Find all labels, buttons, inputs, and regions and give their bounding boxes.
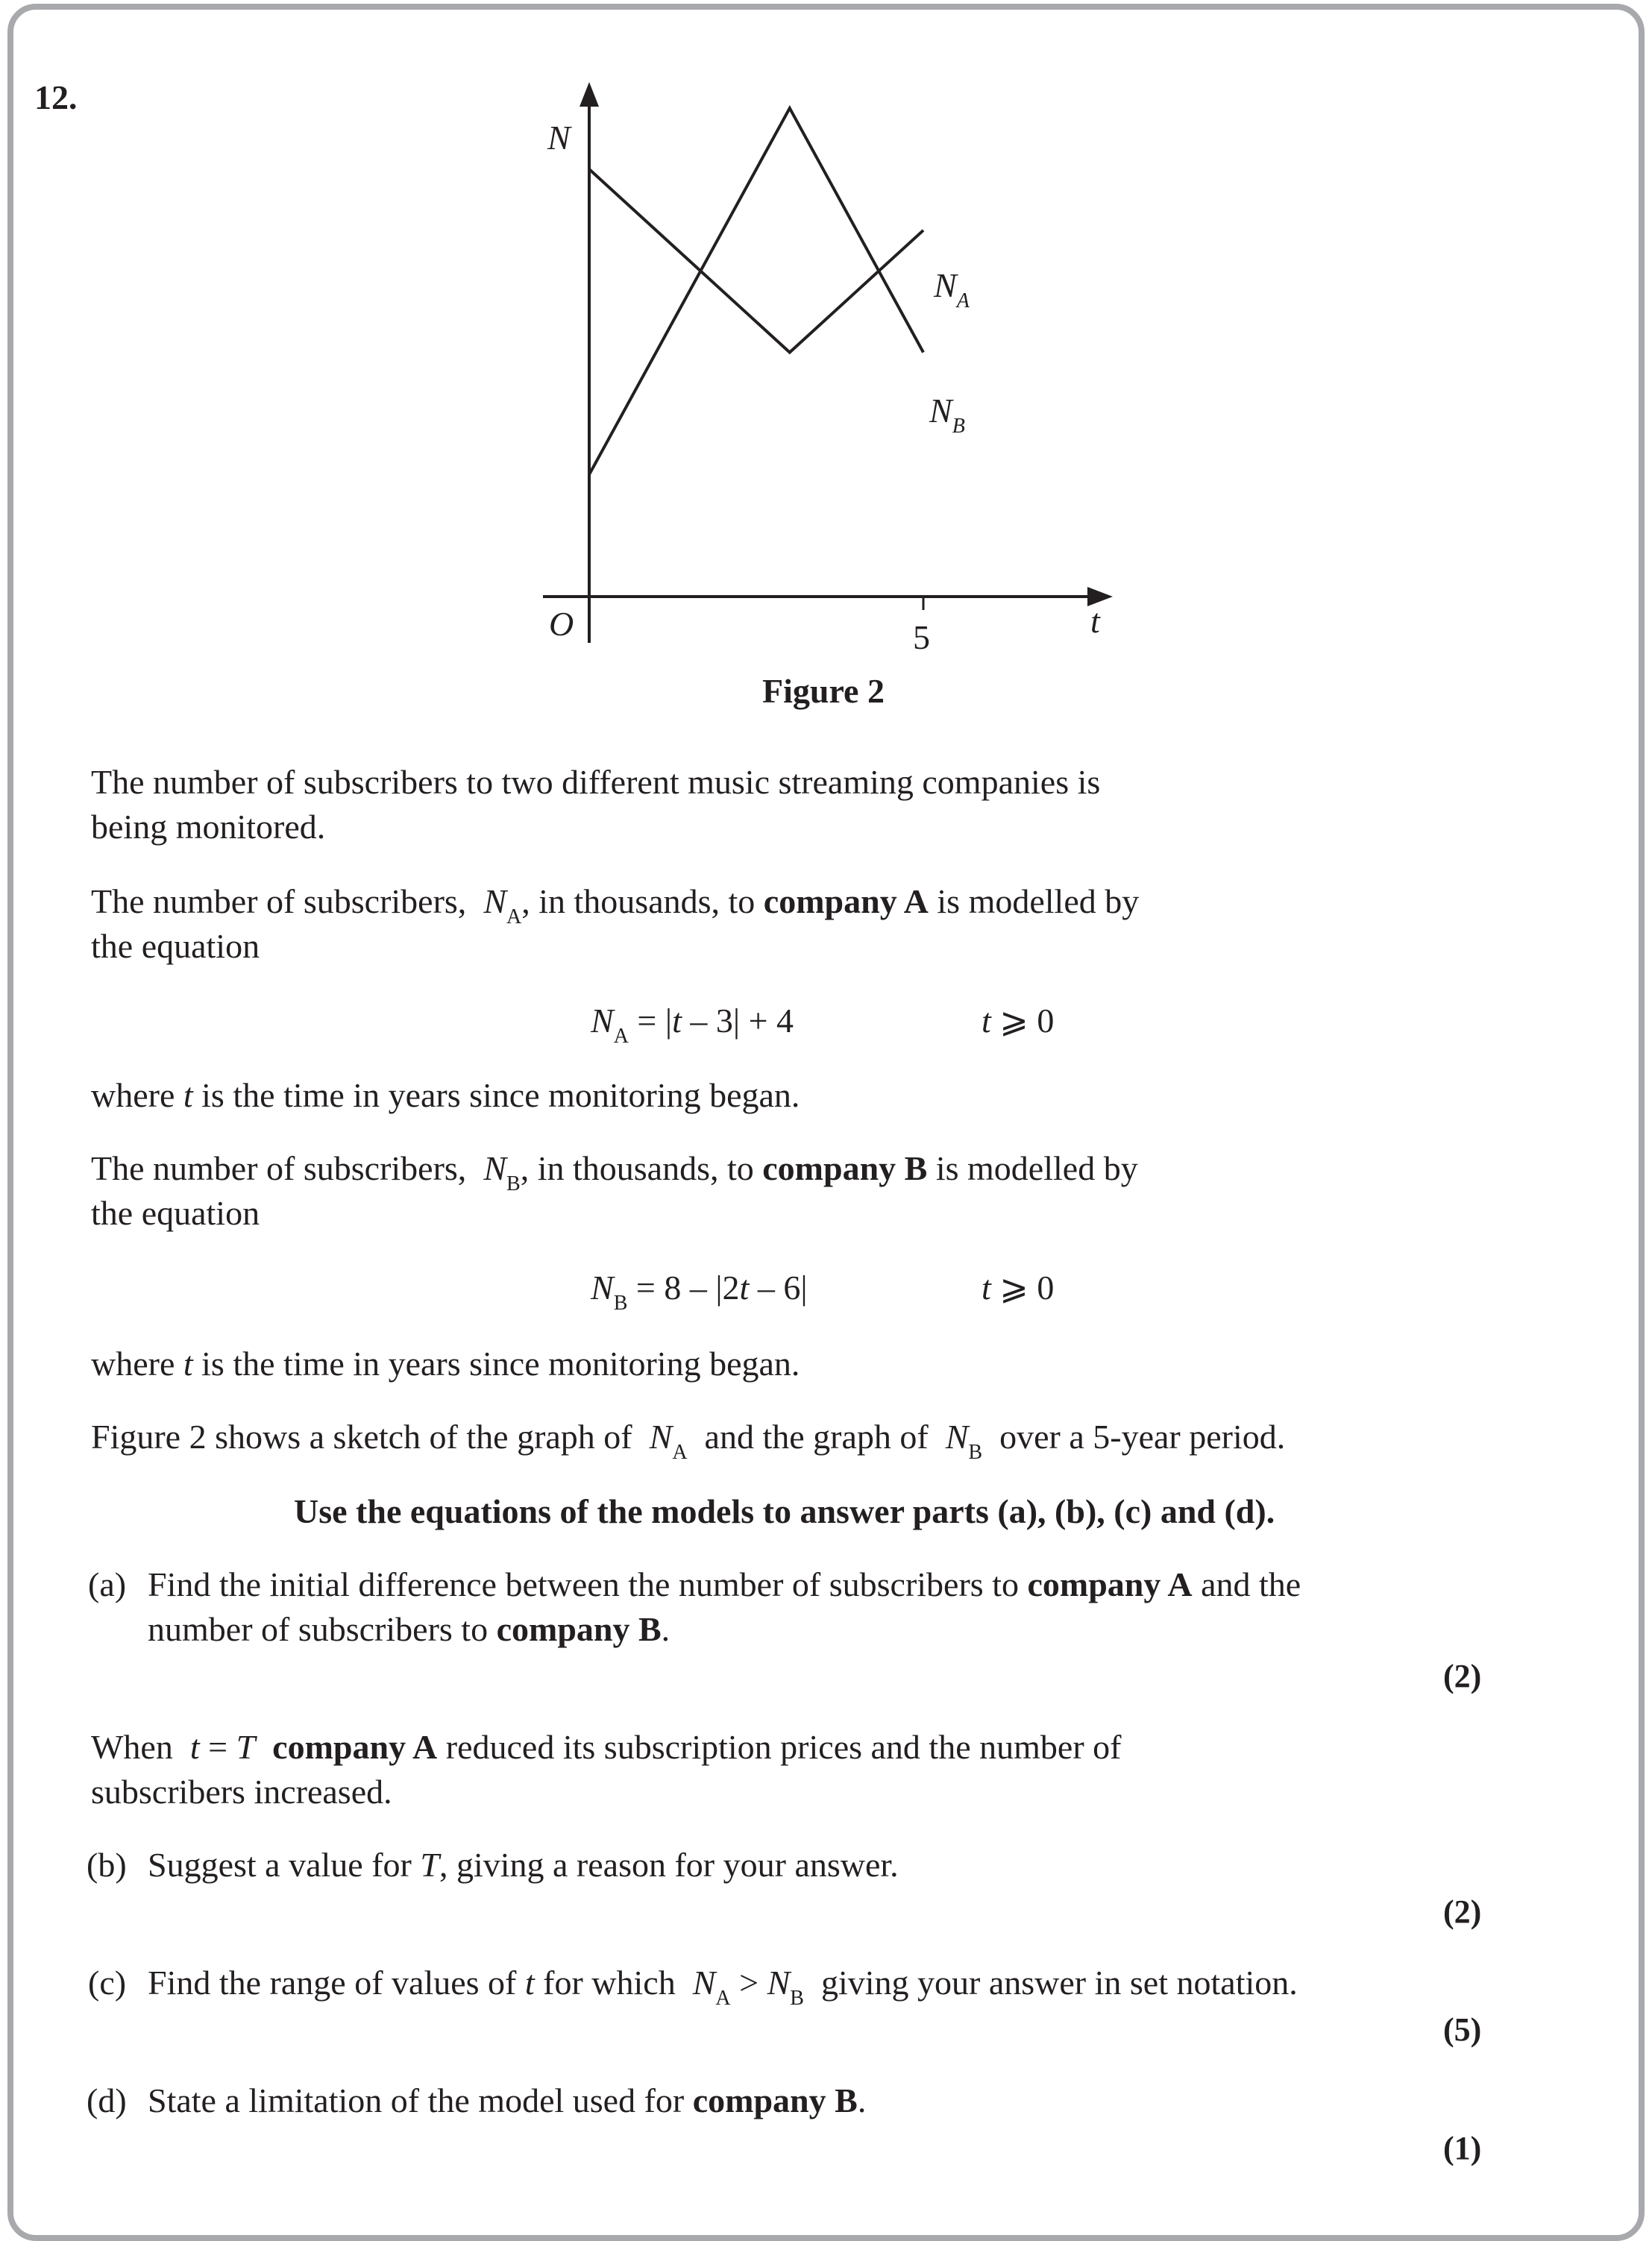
part-b-marks: (2) xyxy=(1443,1893,1482,1930)
intro-line-1: The number of subscribers to two different music streaming companies is xyxy=(91,763,1101,801)
x-axis-label: t xyxy=(1090,602,1100,640)
part-d-label: (d) xyxy=(87,2081,127,2119)
series-label-NA: $N_A$ xyxy=(934,266,970,312)
company-a-line-1: The number of subscribers, $N_A$, in thousands, to company A is modelled by xyxy=(91,882,1140,928)
equation-a: $N_A = |t - 3| + 4$ xyxy=(591,1002,794,1048)
instruction: Use the equations of the models to answer parts (a), (b), (c) and (d). xyxy=(294,1492,1275,1530)
part-b-text: Suggest a value for T, giving a reason for your answer. xyxy=(148,1846,899,1884)
origin-label: O xyxy=(549,605,574,643)
y-axis-label: N xyxy=(547,119,571,157)
figure-2-graph xyxy=(0,0,1652,746)
part-a-line-2: number of subscribers to company B. xyxy=(148,1610,670,1648)
condition-b: t ⩾ 0 xyxy=(982,1269,1055,1307)
where-a: where t is the time in years since monitoring began. xyxy=(91,1076,800,1114)
part-b-label: (b) xyxy=(87,1846,127,1884)
when-line-2: subscribers increased. xyxy=(91,1773,392,1811)
when-line-1: When t = T company A reduced its subscription prices and the number of xyxy=(91,1728,1122,1766)
series-label-NB: $N_B$ xyxy=(929,392,965,438)
company-b-line-1: The number of subscribers, $N_B$, in thousands, to company B is modelled by xyxy=(91,1149,1138,1195)
intro-line-2: being monitored. xyxy=(91,808,326,846)
series-line-NB xyxy=(589,108,923,474)
y-axis-arrowhead xyxy=(580,82,599,107)
part-c-marks: (5) xyxy=(1443,2011,1482,2048)
equation-b: $N_B = 8 - |2t - 6|$ xyxy=(591,1269,808,1315)
figure-caption: Figure 2 xyxy=(762,672,885,710)
part-a-label: (a) xyxy=(88,1565,127,1603)
company-a-line-2: the equation xyxy=(91,927,260,965)
part-a-marks: (2) xyxy=(1443,1658,1482,1694)
part-c-text: Find the range of values of t for which $N_A > N_B$ giving your answer in set notation. xyxy=(148,1964,1298,2010)
condition-a: t ⩾ 0 xyxy=(982,1002,1055,1040)
part-d-text: State a limitation of the model used for company B. xyxy=(148,2081,867,2119)
where-b: where t is the time in years since monitoring began. xyxy=(91,1345,800,1383)
figure-description: Figure 2 shows a sketch of the graph of $N_A$ and the graph of $N_B$ over a 5-year period. xyxy=(91,1418,1286,1464)
part-c-label: (c) xyxy=(88,1964,127,2002)
part-a-line-1: Find the initial difference between the number of subscribers to company A and the xyxy=(148,1565,1301,1603)
company-b-line-2: the equation xyxy=(91,1194,260,1232)
part-d-marks: (1) xyxy=(1443,2130,1482,2166)
question-number: 12. xyxy=(34,78,78,116)
tick-5-label: 5 xyxy=(913,618,930,656)
